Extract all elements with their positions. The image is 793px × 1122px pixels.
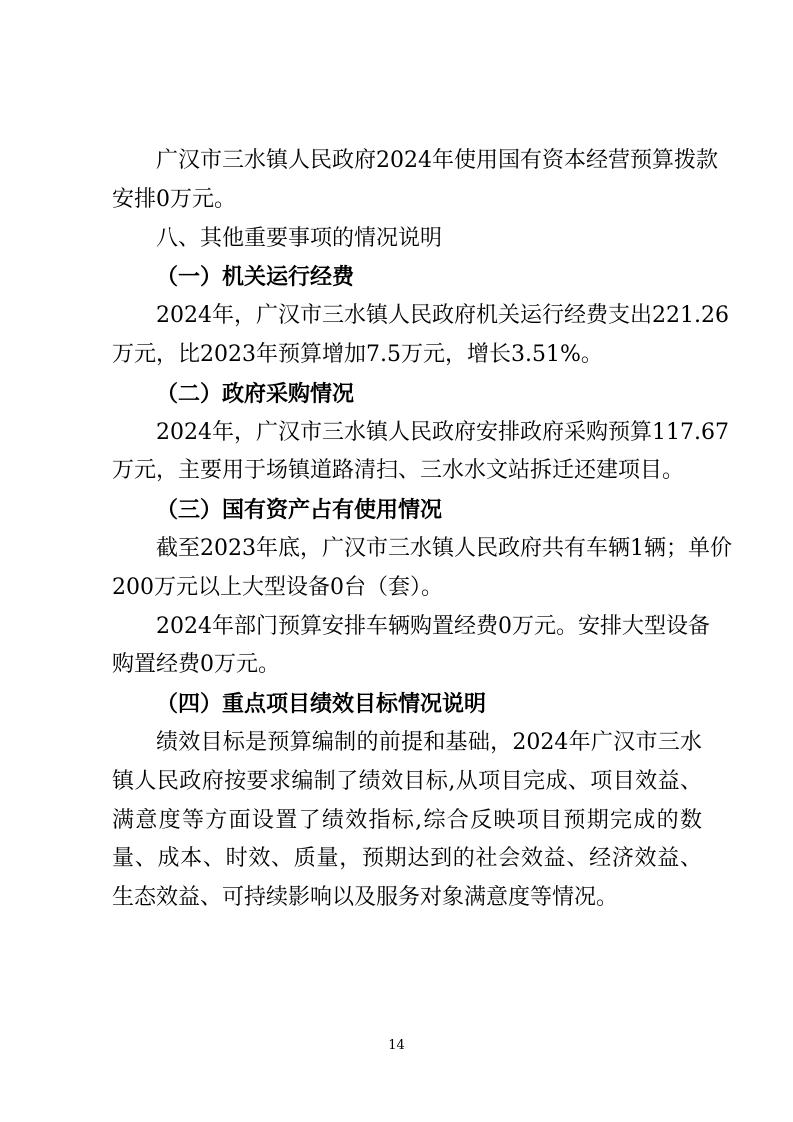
paragraph-procurement (112, 414, 729, 492)
text-line: 购置经费0万元。 (112, 652, 280, 678)
subsection-heading: （四）重点项目绩效目标情况说明 (156, 691, 487, 718)
subsection-heading: （二）政府采购情况 (156, 380, 355, 407)
text-line: 万元，比2023年预算增加7.5万元，增长3.51%。 (112, 341, 603, 367)
document-body (112, 142, 732, 918)
paragraph-vehicle-purchase (112, 608, 710, 686)
subsection-heading: （一）机关运行经费 (156, 264, 355, 291)
text-line: 广汉市三水镇人民政府2024年使用国有资本经营预算拨款 (156, 148, 718, 173)
paragraph-operating-expenses (112, 297, 729, 375)
text-line: 安排0万元。 (112, 186, 236, 212)
text-line: 2024年，广汉市三水镇人民政府机关运行经费支出221.26 (156, 303, 729, 329)
text-line: 2024年部门预算安排车辆购置经费0万元。安排大型设备 (156, 613, 710, 639)
page-number: 14 (388, 1038, 405, 1053)
paragraph-performance-goals: 绩效目标是预算编制的前提和基础，2024年广汉市三水镇人民政府按要求编制了绩效目标,从项目完成、项目效益、满意度等方面设置了绩效指标,综合反映项目预期完成的数量、成本、时效、质量，预期达到的社会效益、经济效益、生态效益、可持续影响以及服务对象满意度等情况。 (112, 729, 702, 911)
subsection-heading: （三）国有资产占有使用情况 (156, 497, 443, 524)
paragraph-assets (112, 530, 732, 608)
text-line: 200万元以上大型设备0台（套）。 (112, 574, 443, 600)
text-line: 2024年，广汉市三水镇人民政府安排政府采购预算117.67 (156, 419, 729, 445)
text-line: 截至2023年底，广汉市三水镇人民政府共有车辆1辆；单价 (156, 535, 732, 561)
paragraph-capital-budget (112, 142, 718, 220)
section-heading: 八、其他重要事项的情况说明 (156, 225, 443, 251)
text-line: 万元，主要用于场镇道路清扫、三水水文站拆迁还建项目。 (112, 458, 685, 484)
